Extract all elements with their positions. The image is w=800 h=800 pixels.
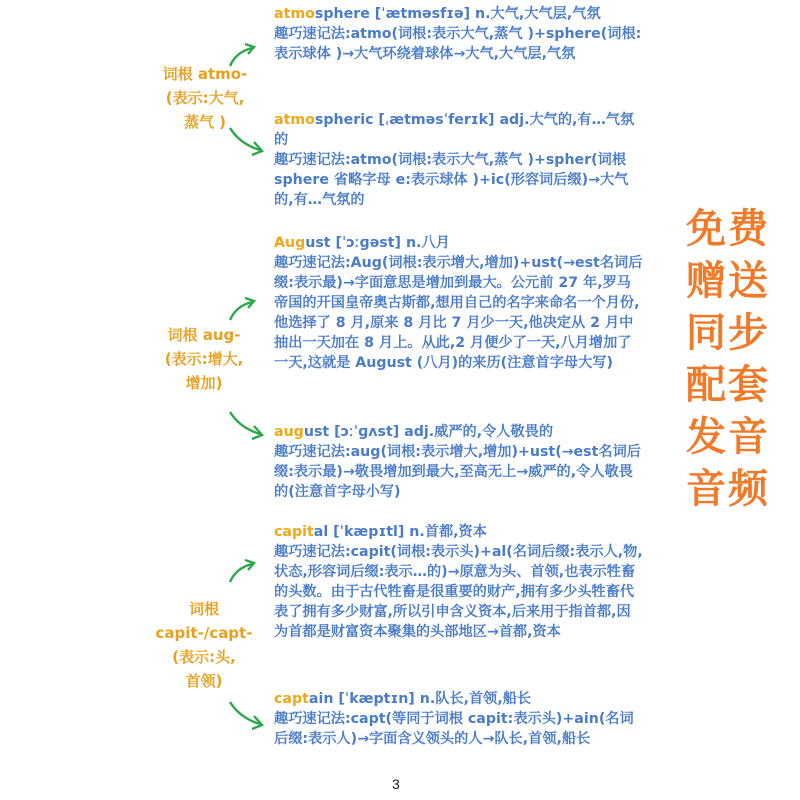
root-highlight: Aug [274, 235, 306, 251]
headword-rest: ust [ɔːˈɡʌst] adj.威严的,令人敬畏的 [303, 424, 554, 440]
entry-mnemonic: 趣巧速记法:aug(词根:表示增大,增加)+ust(→est名词后缀:表示最)→敬畏增加到最大,至高无上→威严的,令人敬畏的(注意首字母小写) [274, 444, 641, 500]
arrow-up-icon [226, 294, 260, 324]
promo-line: 免费 [686, 206, 770, 252]
entry-mnemonic: 趣巧速记法:capt(等同于词根 capit:表示头)+ain(名词后缀:表示人)→字面含义领头的人→队长,首领,船长 [274, 711, 634, 747]
root-label-line: 蒸气 ) [183, 113, 227, 131]
root-highlight: atmo [274, 6, 315, 22]
word-entry-august [274, 422, 644, 502]
root-highlight: capit [274, 524, 314, 540]
promo-line: 赠送 [686, 258, 770, 304]
headword-rest: sphere [ˈætməsfɪə] n.大气,大气层,气氛 [314, 6, 601, 22]
page-number: 3 [392, 776, 400, 792]
word-entry-capital [274, 522, 644, 642]
headword-rest: ain [ˈkæptɪn] n.队长,首领,船长 [308, 691, 532, 707]
word-entry-atmospheric [274, 110, 644, 210]
root-label-line: (表示:增大, [164, 350, 244, 368]
entry-headword [274, 522, 644, 542]
promo-line: 音频 [686, 466, 770, 512]
entry-headword [274, 110, 644, 150]
root-label-line: (表示:头, [172, 648, 236, 666]
root-highlight: aug [274, 424, 304, 440]
root-label-line: 词根 [188, 600, 219, 618]
root-label-line: capit-/capt- [155, 624, 253, 642]
word-entry-captain [274, 689, 644, 749]
root-label-line: 增加) [185, 374, 223, 392]
root-label-line: (表示:大气, [165, 89, 245, 107]
headword-rest: spheric [ˌætməsˈferɪk] adj.大气的,有…气氛的 [274, 112, 635, 148]
headword-rest: al [ˈkæpɪtl] n.首都,资本 [313, 524, 487, 540]
arrow-down-icon [226, 408, 268, 442]
headword-rest: ust [ˈɔːɡəst] n.八月 [305, 235, 450, 251]
root-label-line: 首领) [185, 672, 223, 690]
word-entry-atmosphere [274, 4, 644, 64]
promo-line: 发音 [686, 414, 770, 460]
entry-mnemonic: 趣巧速记法:Aug(词根:表示增大,增加)+ust(→est名词后缀:表示最)→字面意思是增加到最大。公元前 27 年,罗马帝国的开国皇帝奥古斯都,想用自己的名字来命名一个月份,他选择了 8 月,原来 8 月比 7 月少一天,他决定从 2 月中抽出一天加在 8 月上。从此,2 月便少了一天,八月增加了一天,这就是 August (八月)的来历(注意首字母大写) [274, 255, 643, 371]
entry-headword [274, 4, 644, 24]
promo-banner [678, 203, 778, 515]
entry-headword [274, 422, 644, 442]
root-label-capit [144, 597, 264, 693]
root-highlight: atmo [274, 112, 315, 128]
root-label-line: 词根 aug- [167, 326, 241, 344]
root-label-aug [152, 323, 256, 395]
promo-line: 配套 [686, 362, 770, 408]
entry-headword [274, 689, 644, 709]
arrow-up-icon [226, 40, 260, 70]
entry-headword [274, 233, 644, 253]
entry-mnemonic: 趣巧速记法:atmo(词根:表示大气,蒸气 )+spher(词根 sphere 省略字母 e:表示球体 )+ic(形容词后缀)→大气的,有…气氛的 [274, 152, 629, 208]
arrow-up-icon [226, 556, 260, 586]
promo-line: 同步 [686, 310, 770, 356]
root-label-line: 词根 atmo- [162, 65, 248, 83]
arrow-down-icon [226, 124, 268, 158]
entry-mnemonic: 趣巧速记法:atmo(词根:表示大气,蒸气 )+sphere(词根:表示球体 )→大气环绕着球体→大气,大气层,气氛 [274, 26, 642, 62]
entry-mnemonic: 趣巧速记法:capit(词根:表示头)+al(名词后缀:表示人,物,状态,形容词后缀:表示…的)→原意为头、首领,也表示牲畜的头数。由于古代牲畜是很重要的财产,拥有多少头牲畜代表了拥有多少财富,所以引申含义资本,后来用于指首都,因为首都是财富资本聚集的头部地区→首都,资本 [274, 544, 643, 640]
arrow-down-icon [226, 698, 268, 732]
word-entry-August [274, 233, 644, 373]
root-highlight: capt [274, 691, 309, 707]
